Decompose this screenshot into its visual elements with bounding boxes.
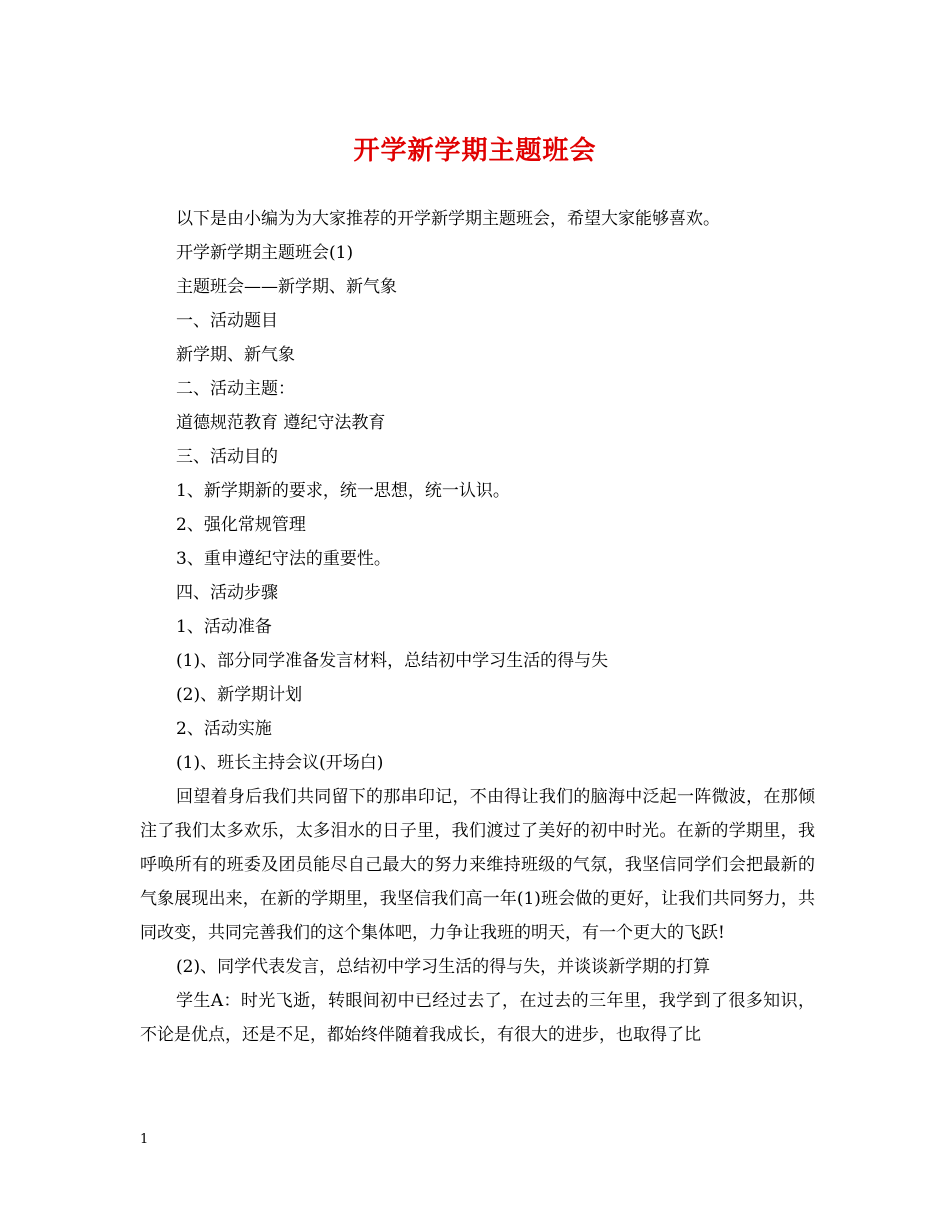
list-item-step-1: 1、活动准备 [176,617,272,637]
paragraph-opening-speech: 回望着身后我们共同留下的那串印记，不由得让我们的脑海中泛起一阵微波，在那倾注了我们太多欢乐，太多泪水的日子里，我们渡过了美好的初中时光。在新的学期里，我呼唤所有的班委及团员能尽自己最大的努力来维持班级的气氛，我坚信同学们会把最新的气象展现出来，在新的学期里，我坚信我们高一年(1)班会做的更好，让我们共同努力，共同改变，共同完善我们的这个集体吧，力争让我班的明天，有一个更大的飞跃! [140,787,815,943]
paragraph-intro: 以下是由小编为为大家推荐的开学新学期主题班会，希望大家能够喜欢。 [176,209,720,229]
list-item-purpose-2: 2、强化常规管理 [176,515,306,535]
list-item-step-1-sub-2: (2)、新学期计划 [176,685,303,705]
section-heading-activity-purpose: 三、活动目的 [176,447,278,467]
document-title: 开学新学期主题班会 [353,136,597,166]
list-item-step-2-sub-1: (1)、班长主持会议(开场白) [176,753,384,773]
paragraph-heading-1: 开学新学期主题班会(1) [176,243,354,263]
list-item-purpose-3: 3、重申遵纪守法的重要性。 [176,549,391,569]
paragraph-theme: 主题班会——新学期、新气象 [176,277,397,297]
paragraph-student-a: 学生A：时光飞逝，转眼间初中已经过去了，在过去的三年里，我学到了很多知识，不论是优点，还是不足，都始终伴随着我成长，有很大的进步，也取得了比 [140,991,815,1045]
list-item-step-1-sub-1: (1)、部分同学准备发言材料，总结初中学习生活的得与失 [176,651,609,671]
section-heading-activity-steps: 四、活动步骤 [176,583,278,603]
list-item-step-2: 2、活动实施 [176,719,272,739]
section-heading-activity-theme: 二、活动主题： [176,379,295,399]
section-heading-activity-title: 一、活动题目 [176,311,278,331]
list-item-purpose-1: 1、新学期新的要求，统一思想，统一认识。 [176,481,510,501]
list-item-step-2-sub-2: (2)、同学代表发言，总结初中学习生活的得与失，并谈谈新学期的打算 [176,957,711,977]
document-body [140,202,815,1052]
page-number: 1 [140,1132,149,1147]
paragraph-activity-theme: 道德规范教育 遵纪守法教育 [176,413,386,433]
paragraph-activity-title: 新学期、新气象 [176,345,295,365]
